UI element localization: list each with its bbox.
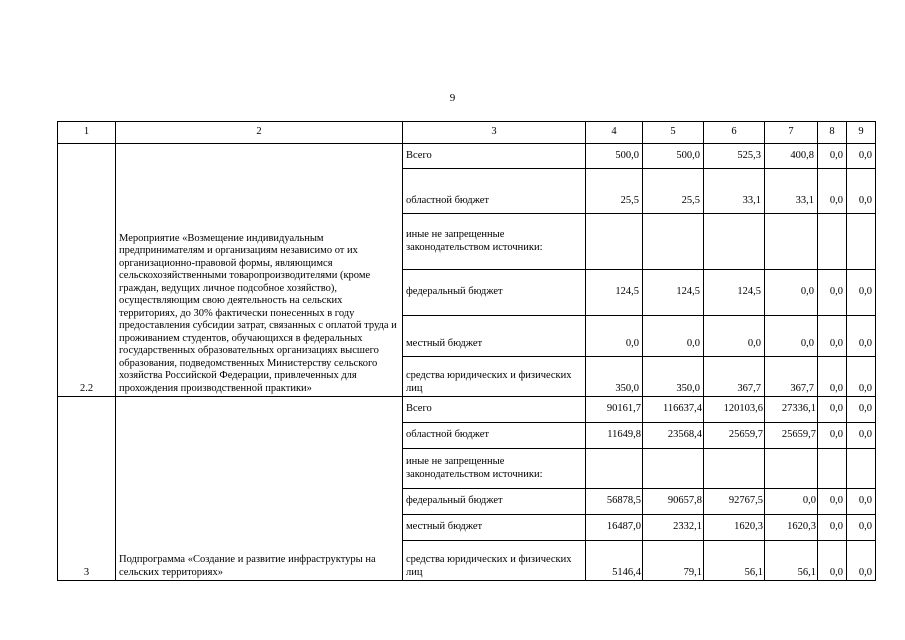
value-cell: 16487,0 [586, 515, 643, 541]
value-cell: 0,0 [818, 316, 847, 357]
item-number: 3 [58, 397, 116, 581]
table-row [58, 144, 876, 169]
value-cell: 92767,5 [704, 489, 765, 515]
funding-source: Всего [403, 397, 586, 423]
value-cell: 0,0 [818, 357, 847, 397]
item-name: Мероприятие «Возмещение индивидуальным предпринимателям и организациям независимо от их организационно-правовой формы, являющимся сельскохозяйственными товаропроизводителями (кроме граждан, ведущих личное подсобное хозяйство), осуществляющим свою деятельность на сельских территориях, до 30% фактически понесенных в году предоставления субсидии затрат, связанных с оплатой труда и проживанием студентов, обучающихся в федеральных государственных образовательных организациях высшего образования, подведомственных Министерству сельского хозяйства Российской Федерации, привлеченных для прохождения производственной практики» [116, 144, 403, 397]
funding-source: федеральный бюджет [403, 489, 586, 515]
value-cell: 0,0 [847, 316, 876, 357]
value-cell [586, 449, 643, 489]
value-cell: 350,0 [643, 357, 704, 397]
value-cell: 0,0 [847, 144, 876, 169]
header-cell: 5 [643, 122, 704, 144]
value-cell: 0,0 [847, 169, 876, 214]
value-cell: 0,0 [818, 144, 847, 169]
value-cell: 0,0 [818, 541, 847, 581]
funding-source: местный бюджет [403, 515, 586, 541]
funding-source: Всего [403, 144, 586, 169]
header-cell: 8 [818, 122, 847, 144]
value-cell: 350,0 [586, 357, 643, 397]
item-name: Подпрограмма «Создание и развитие инфраструктуры на сельских территориях» [116, 397, 403, 581]
header-cell: 2 [116, 122, 403, 144]
header-cell: 3 [403, 122, 586, 144]
value-cell: 0,0 [818, 515, 847, 541]
value-cell: 116637,4 [643, 397, 704, 423]
table-row [58, 397, 876, 423]
value-cell [765, 214, 818, 270]
value-cell: 0,0 [847, 270, 876, 316]
funding-source: федеральный бюджет [403, 270, 586, 316]
value-cell: 0,0 [847, 515, 876, 541]
value-cell: 400,8 [765, 144, 818, 169]
value-cell: 0,0 [643, 316, 704, 357]
funding-source: областной бюджет [403, 423, 586, 449]
value-cell [704, 214, 765, 270]
value-cell: 33,1 [704, 169, 765, 214]
funding-source: иные не запрещенные законодательством источники: [403, 449, 586, 489]
funding-source: местный бюджет [403, 316, 586, 357]
value-cell: 23568,4 [643, 423, 704, 449]
value-cell [847, 214, 876, 270]
value-cell [643, 449, 704, 489]
value-cell: 79,1 [643, 541, 704, 581]
funding-source: иные не запрещенные законодательством источники: [403, 214, 586, 270]
funding-source: областной бюджет [403, 169, 586, 214]
value-cell: 0,0 [704, 316, 765, 357]
value-cell: 367,7 [704, 357, 765, 397]
value-cell: 0,0 [847, 423, 876, 449]
value-cell: 90657,8 [643, 489, 704, 515]
header-cell: 9 [847, 122, 876, 144]
value-cell: 0,0 [818, 397, 847, 423]
value-cell: 0,0 [818, 423, 847, 449]
value-cell: 90161,7 [586, 397, 643, 423]
value-cell: 1620,3 [704, 515, 765, 541]
header-cell: 4 [586, 122, 643, 144]
item-number: 2.2 [58, 144, 116, 397]
value-cell: 0,0 [847, 357, 876, 397]
value-cell: 0,0 [847, 489, 876, 515]
value-cell: 525,3 [704, 144, 765, 169]
value-cell: 367,7 [765, 357, 818, 397]
value-cell: 0,0 [765, 270, 818, 316]
value-cell: 25659,7 [704, 423, 765, 449]
value-cell: 124,5 [643, 270, 704, 316]
value-cell: 5146,4 [586, 541, 643, 581]
value-cell [643, 214, 704, 270]
value-cell: 27336,1 [765, 397, 818, 423]
header-cell: 7 [765, 122, 818, 144]
value-cell: 56,1 [704, 541, 765, 581]
value-cell: 500,0 [586, 144, 643, 169]
value-cell: 33,1 [765, 169, 818, 214]
value-cell [586, 214, 643, 270]
header-cell: 1 [58, 122, 116, 144]
value-cell: 0,0 [847, 397, 876, 423]
budget-table [57, 121, 876, 581]
value-cell: 0,0 [818, 489, 847, 515]
value-cell: 0,0 [818, 169, 847, 214]
value-cell [847, 449, 876, 489]
page-number: 9 [449, 92, 456, 104]
header-row [58, 122, 876, 144]
value-cell: 500,0 [643, 144, 704, 169]
value-cell: 124,5 [586, 270, 643, 316]
value-cell: 25,5 [643, 169, 704, 214]
value-cell: 120103,6 [704, 397, 765, 423]
value-cell [818, 214, 847, 270]
header-cell: 6 [704, 122, 765, 144]
value-cell: 0,0 [765, 489, 818, 515]
value-cell: 56878,5 [586, 489, 643, 515]
value-cell: 1620,3 [765, 515, 818, 541]
value-cell: 0,0 [586, 316, 643, 357]
funding-source: средства юридических и физических лиц [403, 541, 586, 581]
value-cell: 25,5 [586, 169, 643, 214]
value-cell: 25659,7 [765, 423, 818, 449]
value-cell: 124,5 [704, 270, 765, 316]
value-cell: 11649,8 [586, 423, 643, 449]
value-cell: 0,0 [847, 541, 876, 581]
value-cell: 0,0 [765, 316, 818, 357]
value-cell [818, 449, 847, 489]
value-cell: 2332,1 [643, 515, 704, 541]
value-cell [704, 449, 765, 489]
value-cell [765, 449, 818, 489]
value-cell: 0,0 [818, 270, 847, 316]
funding-source: средства юридических и физических лиц [403, 357, 586, 397]
value-cell: 56,1 [765, 541, 818, 581]
